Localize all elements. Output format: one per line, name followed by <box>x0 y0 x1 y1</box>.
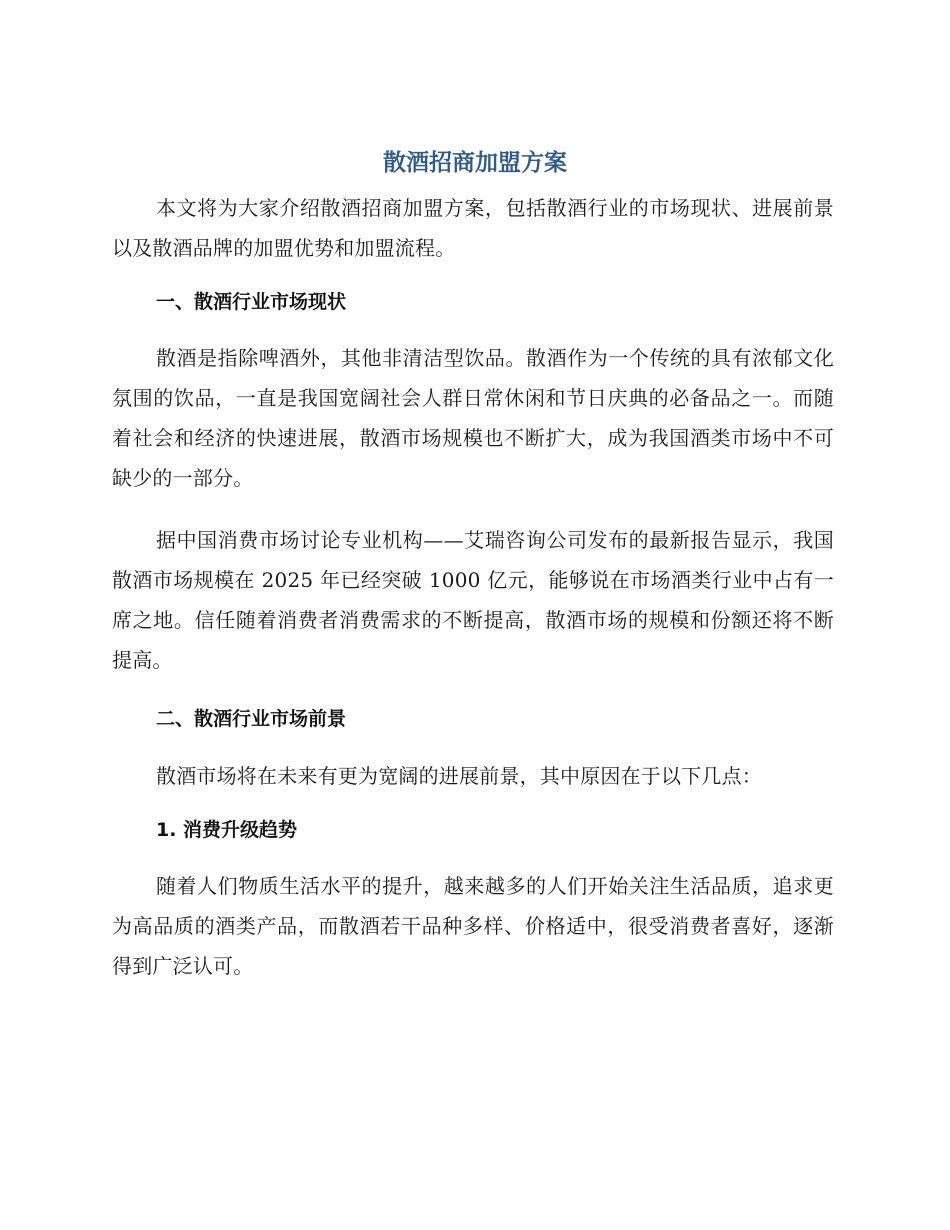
section1-paragraph-2: 据中国消费市场讨论专业机构——艾瑞咨询公司发布的最新报告显示，我国散酒市场规模在 2025 年已经突破 1000 亿元，能够说在市场酒类行业中占有一席之地。信任随着消费者消费需求的不断提高，散酒市场的规模和份额还将不断提高。 <box>112 528 834 672</box>
page-title: 散酒招商加盟方案 <box>383 150 567 176</box>
intro-paragraph: 本文将为大家介绍散酒招商加盟方案，包括散酒行业的市场现状、进展前景以及散酒品牌的加盟优势和加盟流程。 <box>112 196 834 260</box>
section2-heading: 二、散酒行业市场前景 <box>156 708 347 730</box>
subsection-paragraph-1: 随着人们物质生活水平的提升，越来越多的人们开始关注生活品质，追求更为高品质的酒类产品，而散酒若干品种多样、价格适中，很受消费者喜好，逐渐得到广泛认可。 <box>112 874 834 978</box>
subsection-heading-consumption-upgrade: 1. 消费升级趋势 <box>156 819 298 841</box>
section1-heading: 一、散酒行业市场现状 <box>156 291 347 313</box>
section2-paragraph-1: 散酒市场将在未来有更为宽阔的进展前景，其中原因在于以下几点： <box>156 764 762 788</box>
section1-paragraph-1: 散酒是指除啤酒外，其他非清洁型饮品。散酒作为一个传统的具有浓郁文化氛围的饮品，一直是我国宽阔社会人群日常休闲和节日庆典的必备品之一。而随着社会和经济的快速进展，散酒市场规模也不断扩大，成为我国酒类市场中不可缺少的一部分。 <box>112 346 834 490</box>
